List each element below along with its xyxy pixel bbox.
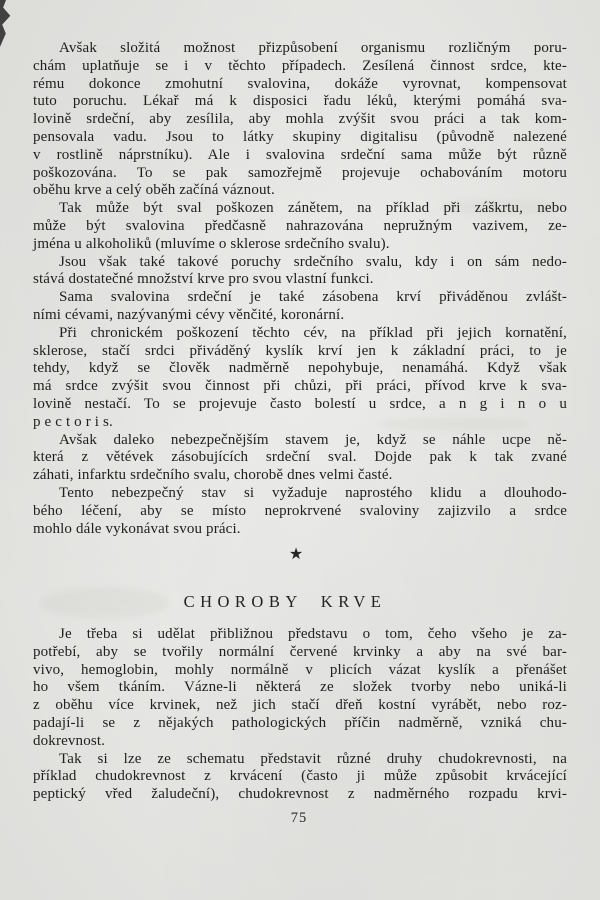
text-line: ho všem tkáním. Vázne-li některá ze složek tvorby nebo uniká-li <box>33 679 567 696</box>
text-line: vivo, hemoglobin, mohly normálně v plicích vázat kyslík a přenášet <box>33 661 567 678</box>
text-line: v rostlině náprstníku). Ale i svalovina srdeční sama může být různě <box>33 146 567 163</box>
text-line: Avšak složitá možnost přizpůsobení organismu rozličným poru- <box>59 40 567 56</box>
text-line: záhati, infarktu srdečního svalu, chorobě dnes velmi časté. <box>33 467 393 484</box>
text-line: chám uplatňuje se i v těchto případech. Zesílená činnost srdce, kte- <box>33 57 567 74</box>
text-line: potřebí, aby se tvořily normální červené krvinky a aby na své bar- <box>33 643 567 660</box>
text-line: tuto poruchu. Lékař má k disposici řadu léků, kterými pomáhá sva- <box>33 93 567 110</box>
text-line: z oběhu více krvinek, než jich stačí dřeň kostní vyrábět, nebo roz- <box>33 697 567 714</box>
text-line: padají-li se z nějakých pathologických příčin nadměrně, vzniká chu- <box>33 714 567 731</box>
text-line: Tak si lze ze schematu představit různé druhy chudokrevnosti, na <box>59 750 567 767</box>
text-line: peptický vřed žaludeční), chudokrevnost z nadměrného rozpadu krvi- <box>33 786 567 803</box>
text-line: p e c t o r i s. <box>33 413 113 430</box>
text-line: Je třeba si udělat přibližnou představu o tom, čeho všeho je za- <box>59 626 567 642</box>
text-line: příklad chudokrevnost z krvácení (často ji může způsobit krvácející <box>33 768 567 785</box>
body-text-lower <box>33 626 567 804</box>
text-line: lovině srdeční, aby zesílila, aby mohla zvýšit svou práci a tak kom- <box>33 111 567 128</box>
text-line: oběhu krve a celý oběh začíná váznout. <box>33 182 275 199</box>
text-line: Tento nebezpečný stav si vyžaduje naprostého klidu a dlouhodo- <box>59 484 567 501</box>
chapter-heading: CHOROBY KRVE <box>183 592 387 611</box>
text-line: jména u alkoholiků (mluvíme o sklerose srdečního svalu). <box>33 235 390 252</box>
text-line: Jsou však také takové poruchy srdečního svalu, kdy i on sám nedo- <box>59 253 567 270</box>
text-line: sklerose, stačí srdci přiváděný kyslík krví jen k základní práci, to je <box>33 342 567 359</box>
section-divider-star: ★ <box>288 546 304 563</box>
text-line: má srdce zvýšit svou činnost při chůzi, při práci, přívod krve k sva- <box>33 378 567 395</box>
text-line: poškozována. To se pak samozřejmě projevuje ochabováním motoru <box>33 164 567 181</box>
text-line: dokrevnost. <box>33 732 106 749</box>
text-line: lovině nestačí. To se projevuje často bolestí u srdce, a n g i n o u <box>33 395 567 412</box>
text-line: Sama svalovina srdeční je také zásobena krví přiváděnou zvlášt- <box>59 289 567 306</box>
text-line: Při chronickém poškození těchto cév, na příklad při jejich kornatění, <box>59 324 567 341</box>
text-line: bého léčení, aby se místo neprokrvené svaloviny zajizvilo a srdce <box>33 502 567 519</box>
scan-smudge-artifact <box>0 0 13 48</box>
text-line: která z větévek zásobujících srdeční sval. Dojde pak k tak zvané <box>33 449 567 466</box>
body-text-upper <box>33 40 567 538</box>
text-line: může být svalovina předčasně nahrazována nepružným vazivem, ze- <box>33 217 567 234</box>
text-line: stává dostatečné množství krve pro svou vlastní funkci. <box>33 271 374 288</box>
text-line: pensovala vadu. Jsou to látky skupiny digitalisu (původně nalezené <box>33 128 567 145</box>
text-line: ními cévami, nazývanými cévy věnčité, koronární. <box>33 306 345 323</box>
text-line: tehdy, když se člověk nadměrně nepohybuje, nenamáhá. Když však <box>33 360 567 377</box>
text-line: Avšak daleko nebezpečnějším stavem je, když se náhle ucpe ně- <box>59 431 567 448</box>
text-line: Tak může být sval poškozen zánětem, na příklad při záškrtu, nebo <box>59 200 567 217</box>
text-line: mohlo dále vykonávat svou práci. <box>33 520 241 537</box>
text-line: rému dokonce zmohutní svalovina, dokáže vyrovnat, kompensovat <box>33 75 567 92</box>
page-number: 75 <box>290 810 308 826</box>
